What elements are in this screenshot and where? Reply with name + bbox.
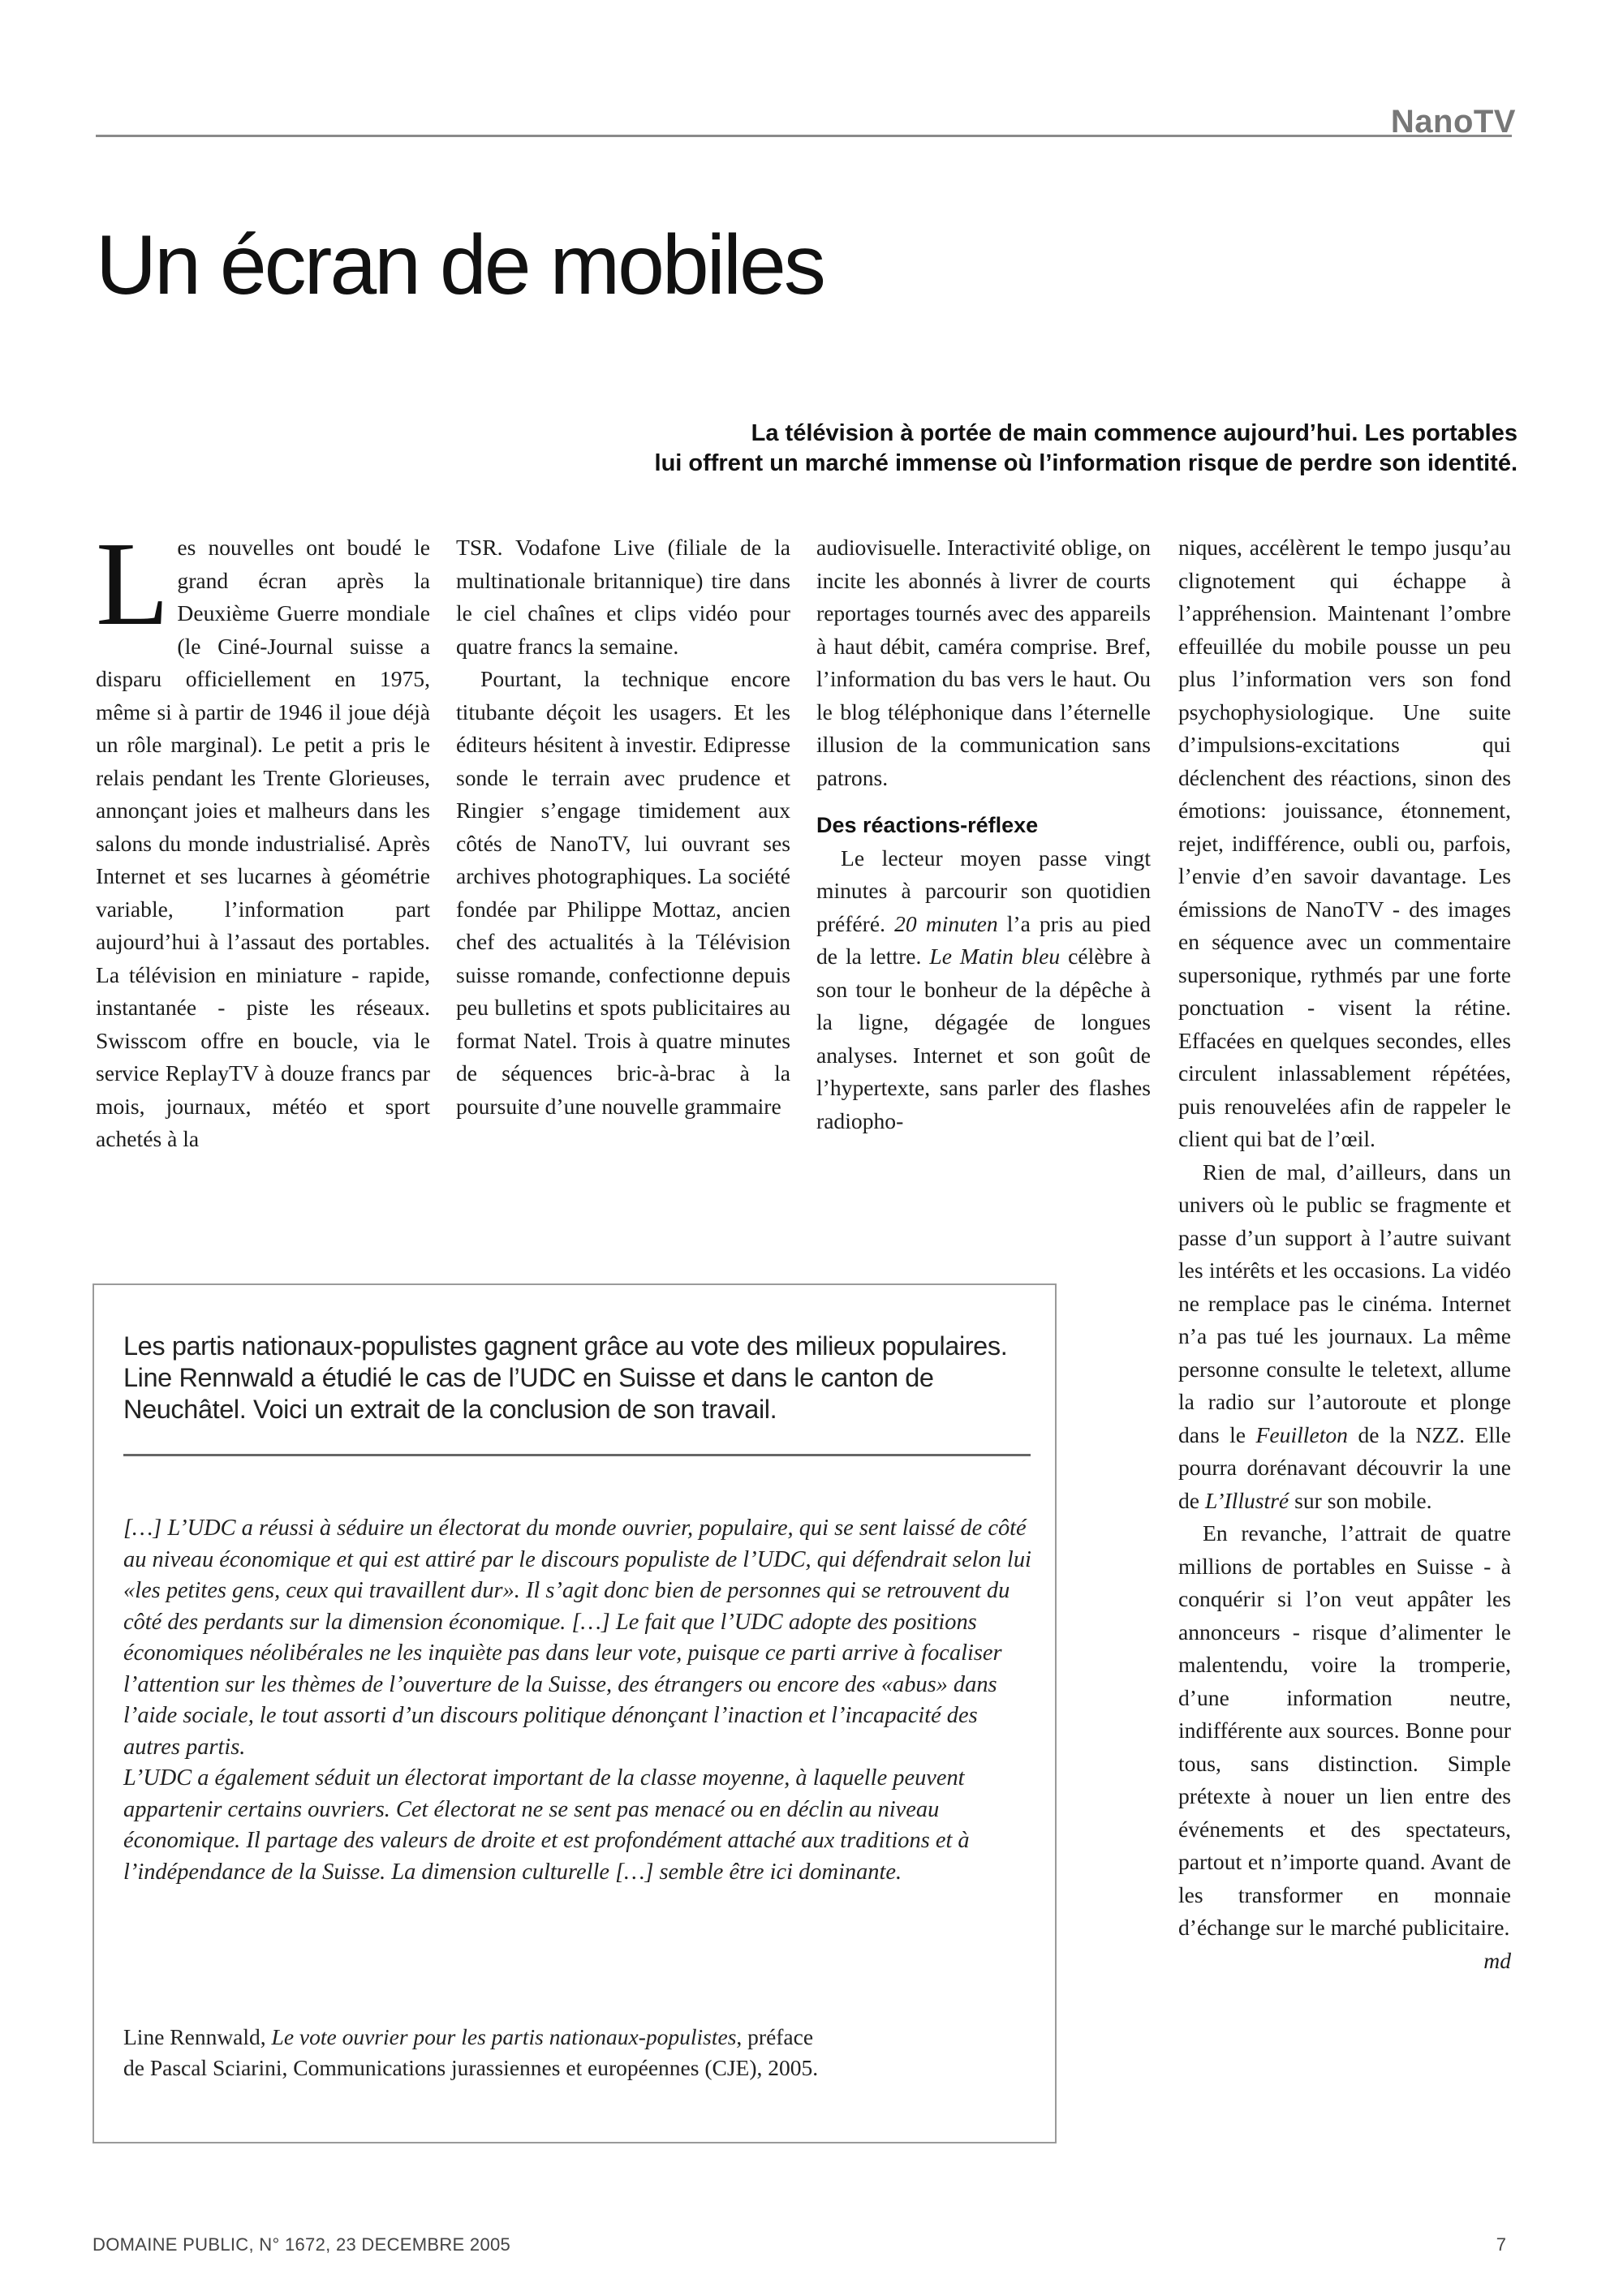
source-author: Line Rennwald,: [123, 2024, 272, 2049]
p3-text-a: Le lecteur moyen passe vingt minutes à parcourir son quotidien préféré.: [816, 845, 1151, 936]
inset-box-source: [123, 2022, 1036, 2083]
article-column-1: [96, 518, 430, 1156]
p3-newspaper-name-1: 20 minuten: [894, 910, 998, 936]
p3-text-b: l’a pris au pied de la lettre.: [816, 910, 1152, 969]
article-paragraph-2-continued: audiovisuelle. Interactivité oblige, on incite les abonnés à livrer de courts reportages tournés avec des appareils à haut débit, caméra comprise. Bref, l’information du bas vers le haut. Ou le blog téléphonique dans l’éternelle illusion de la communication sans patrons.: [816, 535, 1151, 790]
inset-box-quote: [123, 1513, 1036, 1888]
drop-cap: L: [96, 518, 170, 651]
inset-box-intro: Les partis nationaux-populistes gagnent grâce au vote des milieux populaires. Line Rennwald a étudié le cas de l’UDC en Suisse et dans le canton de Neuchâtel. Voici un extrait de la conclusion de son travail.: [123, 1331, 1008, 1424]
footer-publication: DOMAINE PUBLIC, N° 1672, 23 DECEMBRE 2005: [93, 2234, 511, 2255]
p3-newspaper-name-2: Le Matin bleu: [929, 944, 1061, 969]
p5-text: En revanche, l’attrait de quatre millions de portables en Suisse - à conquérir si l’on veut appâter les annonceurs - risque d’alimenter le malentendu, voire la tromperie, d’une information neutre, indifférente aux sources. Bonne pour tous, sans distinction. Simple prétexte à nouer un lien entre des événements et des spectateurs, partout et n’importe quand. Avant de les transformer en monnaie d’échange sur le marché publicitaire.: [1178, 1520, 1511, 1940]
p4-text-b: de la NZZ. Elle pourra dorénavant découvrir la une de: [1178, 1421, 1511, 1513]
article-paragraph-3: [816, 842, 1151, 1138]
header-rule: [96, 135, 1512, 137]
p3-text-c: célèbre à son tour le bonheur de la dépêche à la ligne, dégagée de longues analyses. Internet et son goût de l’hypertexte, sans parler des flashes radiopho-: [816, 944, 1151, 1133]
quote-paragraph-1: […] L’UDC a réussi à séduire un électorat du monde ouvrier, populaire, qui se sent laissé de côté au niveau économique et qui est attiré par le discours populiste de l’UDC, qui défendrait selon lui «les petites gens, ceux qui travaillent dur». Il s’agit donc bien de personnes qui se retrouvent du côté des perdants sur la dimension économique. […] Le fait que l’UDC adopte des positions économiques néolibérales ne les inquiète pas dans leur vote, puisque ce parti arrive à focaliser l’attention sur les thèmes de l’ouverture de la Suisse, des étrangers ou encore des «abus» dans l’aide sociale, le tout assorti d’un discours politique dénonçant l’inaction et l’incapacité des autres partis.: [123, 1516, 1031, 1760]
p4-publication-name-1: Feuilleton: [1255, 1421, 1348, 1447]
article-paragraph-1: [96, 518, 430, 1156]
source-title: Le vote ouvrier pour les partis nationaux-populistes: [271, 2024, 737, 2049]
section-tag: NanoTV: [1390, 104, 1516, 140]
page-number: 7: [1496, 2234, 1506, 2255]
article-paragraph-1-continued: TSR. Vodafone Live (filiale de la multinationale britannique) tire dans le ciel chaînes et clips vidéo pour quatre francs la semaine.: [456, 535, 790, 659]
inset-box-rule: [123, 1454, 1031, 1456]
article-paragraph-2: Pourtant, la technique encore titubante déçoit les usagers. Et les éditeurs hésitent à investir. Edipresse sonde le terrain avec prudence et Ringier s’engage timidement aux côtés de NanoTV, lui ouvrant ses archives photographiques. La société fondée par Philippe Mottaz, ancien chef des actualités à la Télévision suisse romande, confectionne depuis peu bulletins et spots publicitaires au format Natel. Trois à quatre minutes de séquences bric-à-brac à la poursuite d’une nouvelle grammaire: [456, 666, 790, 1119]
lead-line-2: lui offrent un marché immense où l’information risque de perdre son identité.: [654, 450, 1518, 476]
author-signature: md: [1483, 1947, 1511, 1973]
article-column-4: [1178, 531, 1511, 1977]
p4-text-a: Rien de mal, d’ailleurs, dans un univers où le public se fragmente et passe d’un support à l’autre suivant les intérêts et les occasions. La vidéo ne remplace pas le cinéma. Internet n’a pas tué les journaux. La même personne consulte le teletext, allume la radio sur l’autoroute et plonge dans le: [1178, 1159, 1511, 1447]
p4-publication-name-2: L’Illustré: [1204, 1487, 1289, 1513]
article-paragraph-4: [1178, 1156, 1511, 1518]
article-paragraph-3-continued: niques, accélèrent le tempo jusqu’au clignotement qui échappe à l’appréhension. Maintenant l’ombre effeuillée du mobile pousse un peu plus l’information vers son fond psychophysiologique. Une suite d’impulsions-excitations qui déclenchent des réactions, sinon des émotions: jouissance, étonnement, rejet, indifférence, oubli ou, parfois, l’envie d’en savoir davantage. Les émissions de NanoTV - des images en séquence avec un commentaire supersonique, rythmés par une forte ponctuation - visent la rétine. Effacées en quelques secondes, elles circulent inlassablement répétées, puis renouvelées afin de rappeler le client qui bat de l’œil.: [1178, 535, 1511, 1151]
article-column-3: [816, 531, 1151, 1137]
source-rest: , préface: [736, 2024, 814, 2049]
quote-paragraph-2: L’UDC a également séduit un électorat important de la classe moyenne, à laquelle peuvent appartenir certains ouvriers. Cet électorat ne se sent pas menacé ou en déclin au niveau économique. Il partage des valeurs de droite et est profondément attaché aux traditions et à l’indépendance de la Suisse. La dimension culturelle […] semble être ici dominante.: [123, 1765, 970, 1885]
page-title: Un écran de mobiles: [96, 218, 824, 312]
article-paragraph-5: [1178, 1517, 1511, 1973]
lead-paragraph: [398, 419, 1518, 479]
source-publisher: de Pascal Sciarini, Communications jurassiennes et européennes (CJE), 2005.: [123, 2055, 819, 2080]
paragraph-1-text: es nouvelles ont boudé le grand écran après la Deuxième Guerre mondiale (le Ciné-Journal suisse a disparu officiellement en 1975, même si à partir de 1946 il joue déjà un rôle marginal). Le petit a pris le relais pendant les Trente Glorieuses, annonçant joies et malheurs dans les salons du monde industrialisé. Après Internet et ses lucarnes à géométrie variable, l’information part aujourd’hui à l’assaut des portables. La télévision en miniature - rapide, instantanée - piste les réseaux. Swisscom offre en boucle, via le service ReplayTV à douze francs par mois, journaux, météo et sport achetés à la: [96, 535, 430, 1151]
p4-text-c: sur son mobile.: [1289, 1487, 1432, 1513]
lead-line-1: La télévision à portée de main commence aujourd’hui. Les portables: [751, 420, 1518, 446]
article-column-2: [456, 531, 790, 1123]
article-subheading: Des réactions-réflexe: [816, 813, 1039, 837]
